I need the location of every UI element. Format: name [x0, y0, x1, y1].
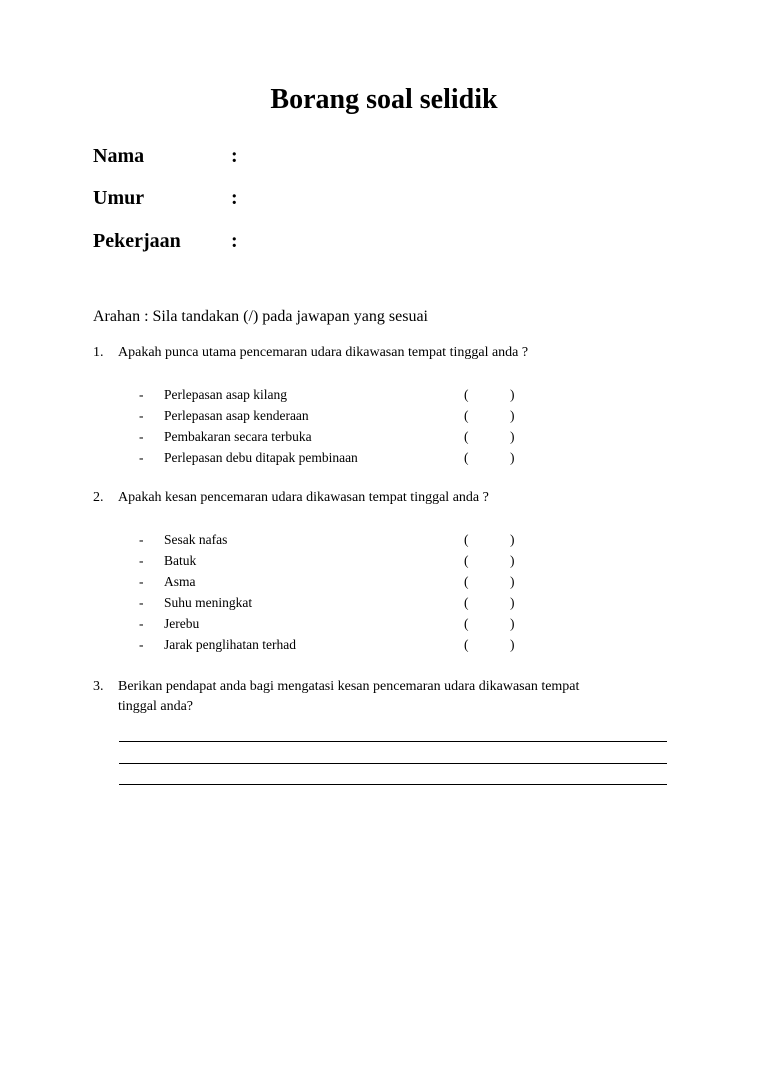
option-label: Batuk — [164, 553, 197, 568]
question-text: Berikan pendapat anda bagi mengatasi kesan pencemaran udara dikawasan tempat — [118, 679, 580, 694]
list-item — [0, 450, 768, 470]
checkbox-open-paren[interactable]: ( — [464, 595, 469, 610]
bullet-dash: - — [139, 387, 144, 402]
bullet-dash: - — [139, 553, 144, 568]
checkbox-close-paren: ) — [510, 595, 515, 610]
nama-colon: : — [231, 145, 238, 167]
list-item — [0, 408, 768, 428]
answer-line-2[interactable] — [119, 763, 667, 764]
instruction-text: Arahan : Sila tandakan (/) pada jawapan yang sesuai — [93, 308, 428, 325]
bullet-dash: - — [139, 574, 144, 589]
list-item — [0, 532, 768, 552]
question-text: Apakah punca utama pencemaran udara dikawasan tempat tinggal anda ? — [118, 345, 529, 360]
checkbox-close-paren: ) — [510, 450, 515, 465]
checkbox-open-paren[interactable]: ( — [464, 574, 469, 589]
bullet-dash: - — [139, 616, 144, 631]
page-title: Borang soal selidik — [270, 84, 498, 115]
answer-line-1[interactable] — [119, 741, 667, 742]
option-label: Suhu meningkat — [164, 595, 253, 610]
umur-label: Umur — [93, 187, 145, 209]
bullet-dash: - — [139, 595, 144, 610]
option-label: Sesak nafas — [164, 532, 228, 547]
pekerjaan-label: Pekerjaan — [93, 230, 181, 252]
checkbox-open-paren[interactable]: ( — [464, 553, 469, 568]
question-text: Apakah kesan pencemaran udara dikawasan tempat tinggal anda ? — [118, 490, 489, 505]
checkbox-close-paren: ) — [510, 429, 515, 444]
option-label: Asma — [164, 574, 196, 589]
option-label: Perlepasan debu ditapak pembinaan — [164, 450, 358, 465]
checkbox-open-paren[interactable]: ( — [464, 450, 469, 465]
list-item — [0, 595, 768, 615]
checkbox-open-paren[interactable]: ( — [464, 408, 469, 423]
bullet-dash: - — [139, 408, 144, 423]
option-label: Perlepasan asap kenderaan — [164, 408, 309, 423]
checkbox-close-paren: ) — [510, 532, 515, 547]
option-label: Perlepasan asap kilang — [164, 387, 287, 402]
list-item — [0, 553, 768, 573]
nama-label: Nama — [93, 145, 145, 167]
list-item — [0, 387, 768, 407]
question-text: tinggal anda? — [118, 699, 194, 714]
question-number: 3. — [93, 679, 104, 694]
checkbox-close-paren: ) — [510, 553, 515, 568]
checkbox-open-paren[interactable]: ( — [464, 429, 469, 444]
pekerjaan-colon: : — [231, 230, 238, 252]
list-item — [0, 574, 768, 594]
option-label: Jarak penglihatan terhad — [164, 637, 296, 652]
checkbox-close-paren: ) — [510, 574, 515, 589]
option-label: Jerebu — [164, 616, 200, 631]
checkbox-close-paren: ) — [510, 616, 515, 631]
list-item — [0, 637, 768, 657]
checkbox-open-paren[interactable]: ( — [464, 532, 469, 547]
checkbox-open-paren[interactable]: ( — [464, 637, 469, 652]
checkbox-close-paren: ) — [510, 387, 515, 402]
bullet-dash: - — [139, 429, 144, 444]
bullet-dash: - — [139, 450, 144, 465]
checkbox-open-paren[interactable]: ( — [464, 387, 469, 402]
bullet-dash: - — [139, 637, 144, 652]
umur-colon: : — [231, 187, 238, 209]
checkbox-close-paren: ) — [510, 637, 515, 652]
checkbox-close-paren: ) — [510, 408, 515, 423]
list-item — [0, 616, 768, 636]
option-label: Pembakaran secara terbuka — [164, 429, 312, 444]
answer-line-3[interactable] — [119, 784, 667, 785]
checkbox-open-paren[interactable]: ( — [464, 616, 469, 631]
bullet-dash: - — [139, 532, 144, 547]
question-number: 1. — [93, 345, 104, 360]
list-item — [0, 429, 768, 449]
question-number: 2. — [93, 490, 104, 505]
